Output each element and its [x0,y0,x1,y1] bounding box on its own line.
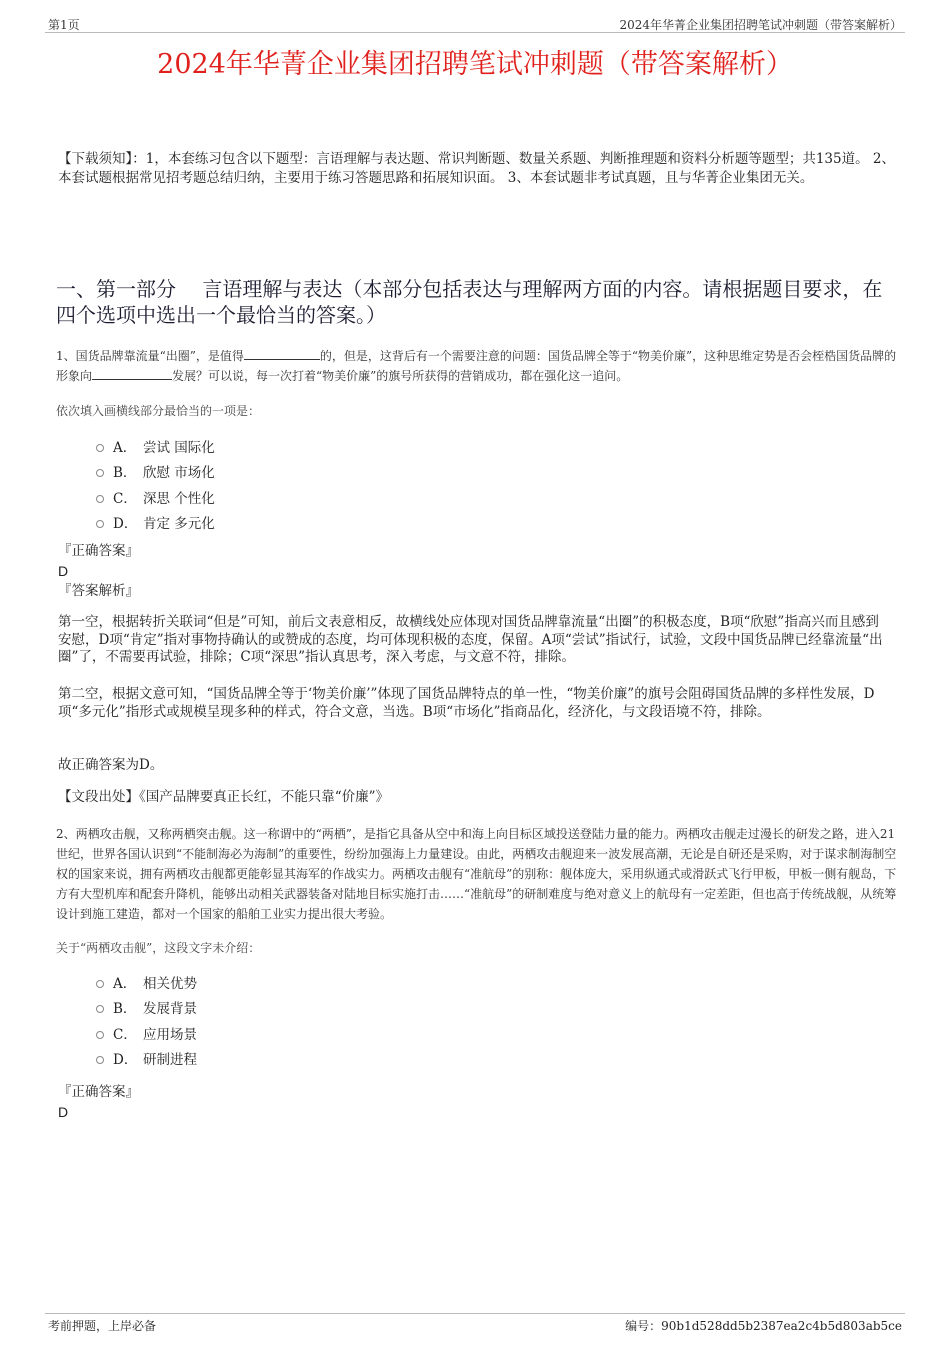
radio-icon[interactable] [96,520,104,528]
blank-1 [244,347,320,360]
answer-label: 『正确答案』 [58,543,139,559]
option-b[interactable]: B． 欣慰 市场化 [96,459,215,485]
radio-icon[interactable] [96,1031,104,1039]
option-d[interactable]: D． 研制进程 [96,1046,197,1072]
analysis-conclusion: 故正确答案为D。 [58,757,164,773]
question-2-answer-block [58,1082,139,1122]
page-footer [45,1313,905,1333]
question-1-answer-block [58,541,139,601]
radio-icon[interactable] [96,980,104,988]
answer-label: 『正确答案』 [58,1084,139,1100]
analysis-paragraph-2: 第二空，根据文意可知，“国货品牌全等于‘物美价廉’”体现了国货品牌特点的单一性，“物美价廉”的旗号会阻碍国货品牌的多样性发展，D项“多元化”指形式或规模呈现多种的样式，符合文意，当选。B项“市场化”指商品化，经济化，与文段语境不符，排除。 [58,686,875,720]
answer-value: D [58,563,69,579]
question-2-prompt: 关于“两栖攻击舰”，这段文字未介绍： [56,941,261,955]
analysis-label: 『答案解析』 [58,583,139,599]
page-header [45,14,905,33]
option-a[interactable]: A． 相关优势 [96,969,197,995]
radio-icon[interactable] [96,495,104,503]
document-title: 2024年华菁企业集团招聘笔试冲刺题（带答案解析） [157,49,793,80]
option-d[interactable]: D． 肯定 多元化 [96,510,215,536]
question-1-prompt: 依次填入画横线部分最恰当的一项是： [56,404,261,418]
radio-icon[interactable] [96,444,104,452]
radio-icon[interactable] [96,1056,104,1064]
document-id: 编号：90b1d528dd5b2387ea2c4b5d803ab5ce [625,1319,902,1333]
passage-source: 【文段出处】《国产品牌要真正长红，不能只靠“价廉”》 [58,789,390,805]
option-b[interactable]: B． 发展背景 [96,995,197,1021]
option-c[interactable]: C． 应用场景 [96,1020,197,1046]
radio-icon[interactable] [96,469,104,477]
header-doc-title: 2024年华菁企业集团招聘笔试冲刺题（带答案解析） [619,18,902,32]
section-heading: 一、第一部分 言语理解与表达（本部分包括表达与理解两方面的内容。请根据题目要求，在四个选项中选出一个最恰当的答案。） [56,277,883,327]
question-1-options [96,433,215,535]
option-c[interactable]: C． 深思 个性化 [96,484,215,510]
answer-value: D [58,1104,69,1120]
question-2-text: 2、两栖攻击舰，又称两栖突击舰。这一称谓中的“两栖”，是指它具备从空中和海上向目标区域投送登陆力量的能力。两栖攻击舰走过漫长的研发之路，进入21世纪，世界各国认识到“不能制海必为海制”的重要性，纷纷加强海上力量建设。由此，两栖攻击舰迎来一波发展高潮，无论是自研还是采购，对于谋求制海制空权的国家来说，拥有两栖攻击舰都更能彰显其海军的作战实力。两栖攻击舰有“准航母”的别称：舰体庞大，采用纵通式或滑跃式飞行甲板，甲板一侧有舰岛，下方有大型机库和配套升降机，能够出动相关武器装备对陆地目标实施打击……“准航母”的研制难度与绝对意义上的航母有一定差距，但也高于传统战舰，从统筹设计到施工建造，都对一个国家的船舶工业实力提出很大考验。 [56,827,897,921]
footer-slogan: 考前押题，上岸必备 [48,1319,157,1333]
question-1-text: 1、国货品牌靠流量“出圈”，是值得 的，但是，这背后有一个需要注意的问题：国货品牌全等于“物美价廉”，这种思维定势是否会桎梏国货品牌的形象向 发展？可以说，每一次打着“物美价廉”的旗号所获得的营销成功，都在强化这一追问。 [56,349,897,383]
option-a[interactable]: A． 尝试 国际化 [96,433,215,459]
analysis-paragraph-1: 第一空，根据转折关联词“但是”可知，前后文表意相反，故横线处应体现对国货品牌靠流量“出圈”的积极态度，B项“欣慰”指高兴而且感到安慰，D项“肯定”指对事物持确认的或赞成的态度，均可体现积极的态度，保留。A项“尝试”指试行，试验，文段中国货品牌已经靠流量“出圈”了，不需要再试验，排除；C项“深思”指认真思考，深入考虑，与文意不符，排除。 [58,614,883,665]
question-2-options [96,969,197,1071]
blank-2 [92,367,172,380]
page-number: 第1页 [48,18,80,32]
download-notice: 【下载须知】：1，本套练习包含以下题型：言语理解与表达题、常识判断题、数量关系题、判断推理题和资料分析题等题型；共135道。 2、本套试题根据常见招考题总结归纳，主要用于练习答题思路和拓展知识面。 3、本套试题非考试真题，且与华菁企业集团无关。 [58,151,895,186]
radio-icon[interactable] [96,1005,104,1013]
